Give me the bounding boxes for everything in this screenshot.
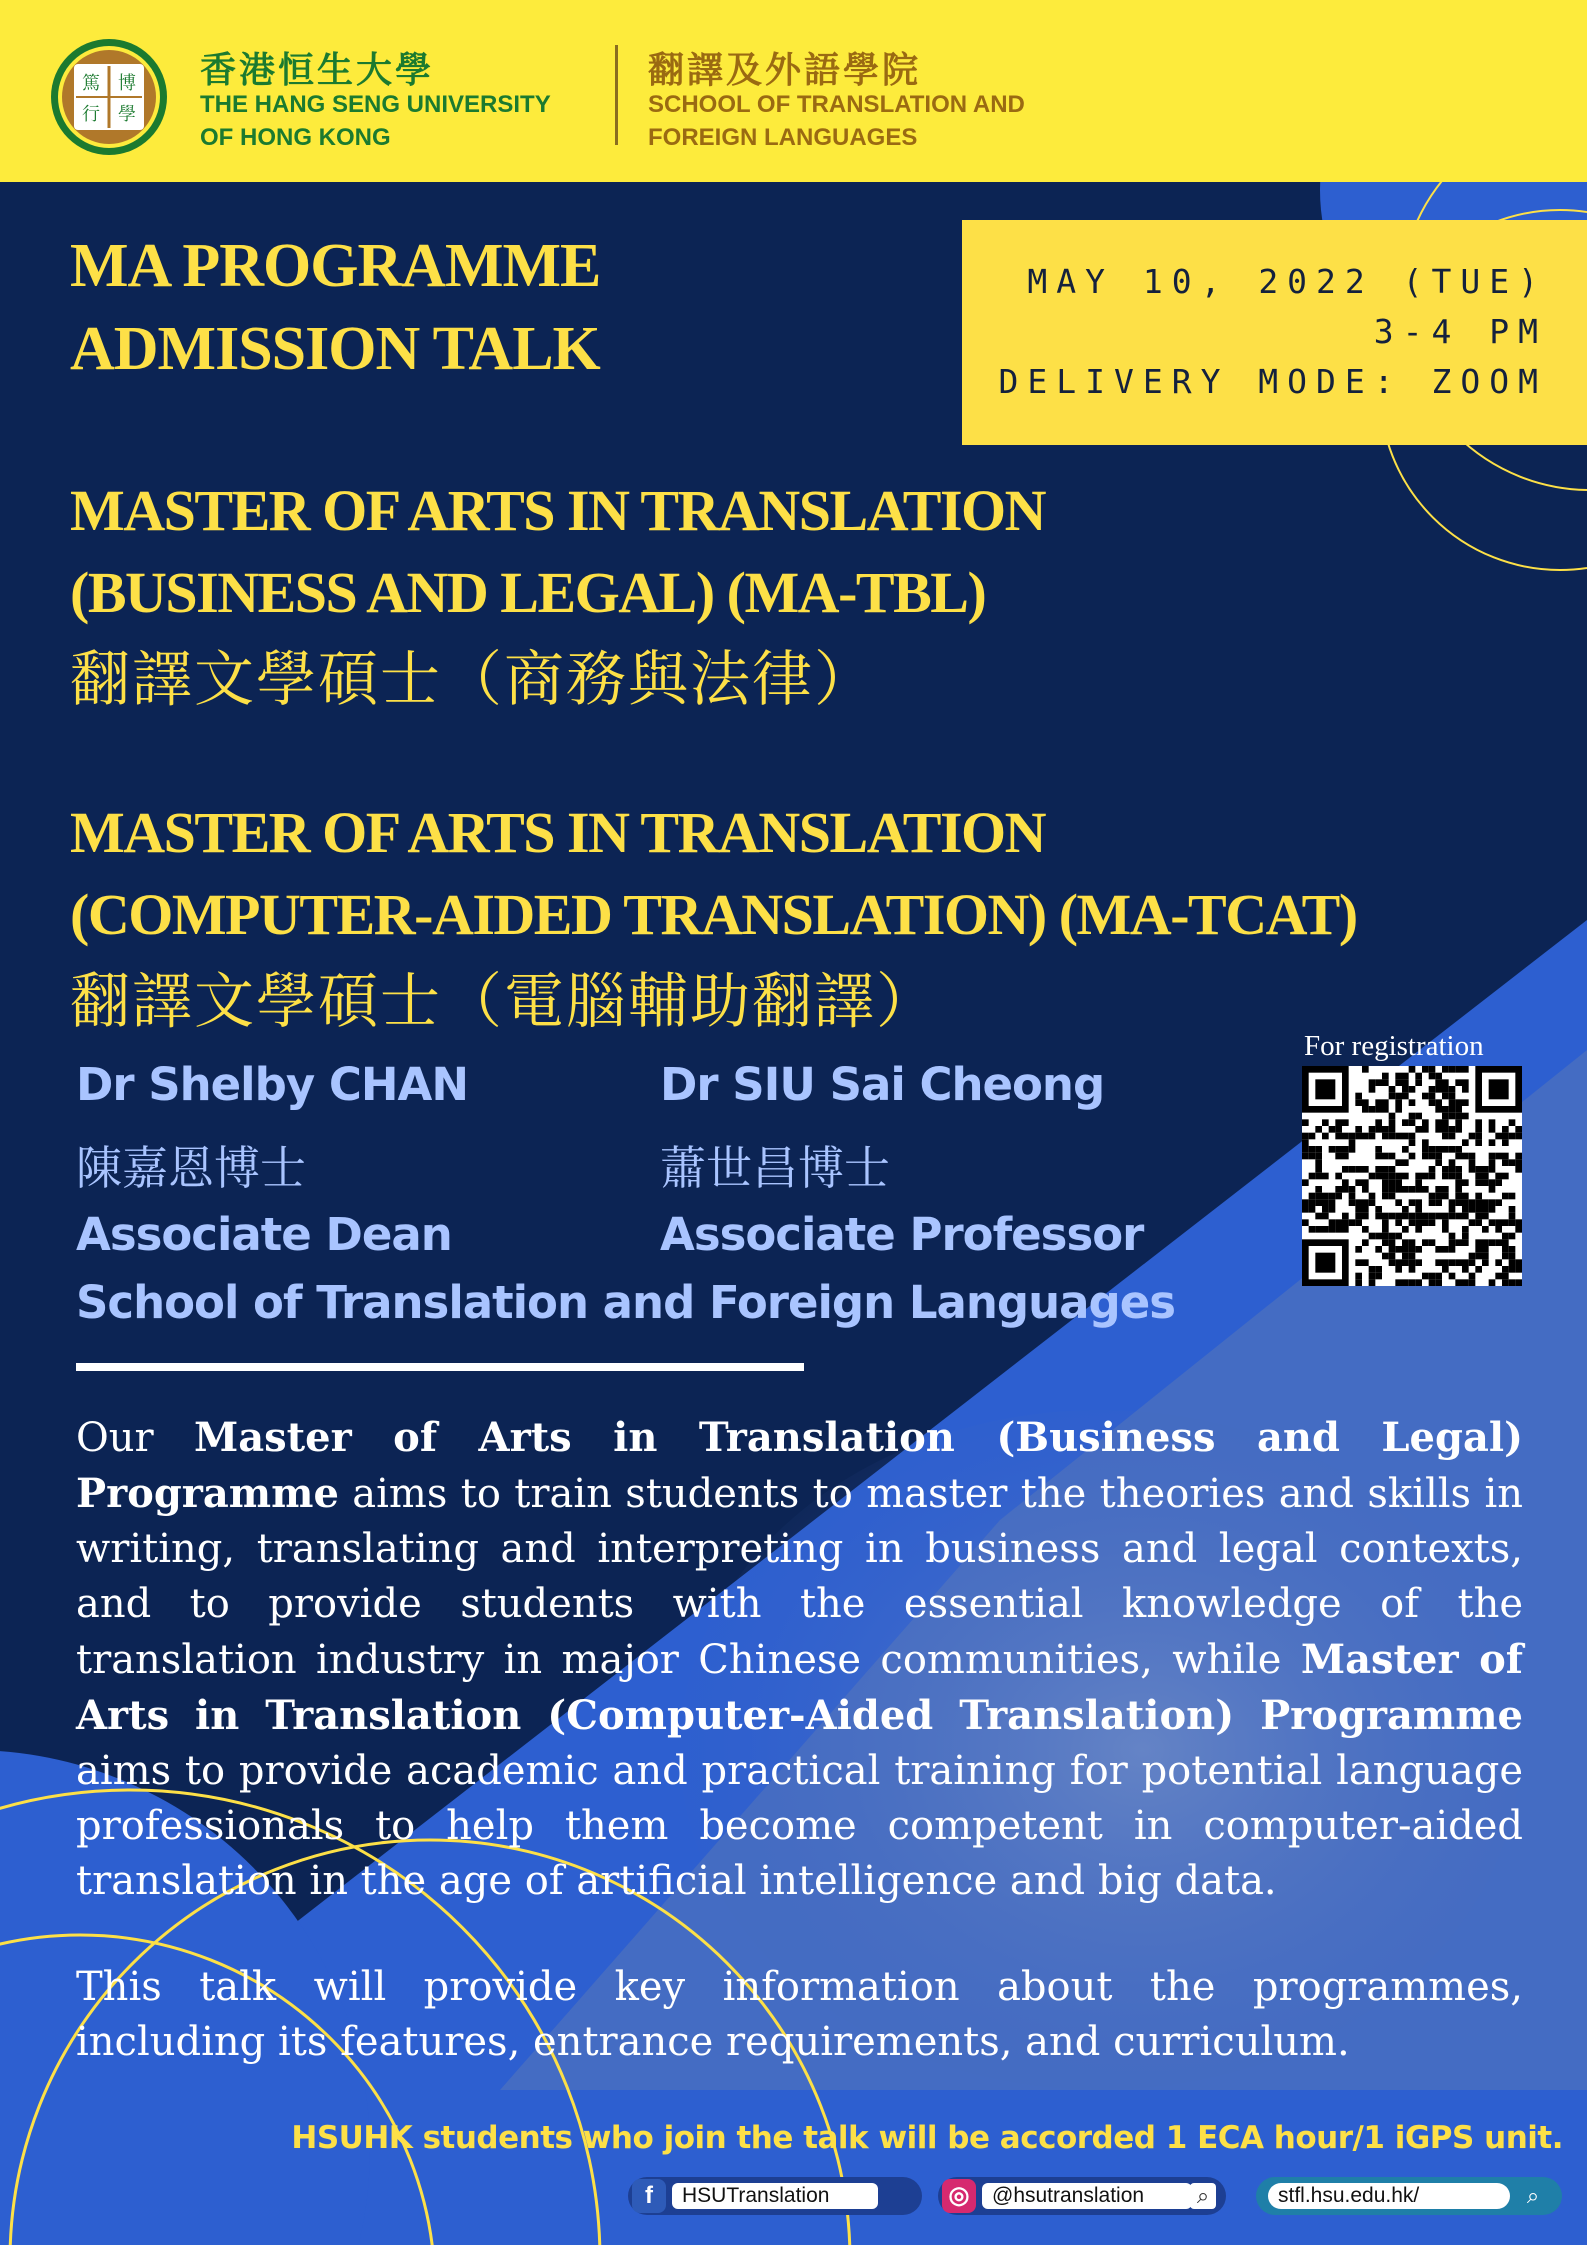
- logo-char: 行: [82, 104, 100, 125]
- eca-note: HSUHK students who join the talk will be accorded 1 ECA hour/1 iGPS unit.: [291, 2120, 1563, 2156]
- speaker-1-name-zh: 陳嘉恩博士: [76, 1141, 306, 1195]
- talk-title: [70, 225, 600, 391]
- school-name-en-line1: SCHOOL OF TRANSLATION AND: [648, 91, 1025, 118]
- university-name-en-line1: THE HANG SENG UNIVERSITY: [200, 91, 551, 118]
- description-paragraph-2: This talk will provide key information about the programmes, including its features, entrance requirements, and curriculum.: [76, 1964, 1523, 2065]
- instagram-badge[interactable]: [938, 2177, 1226, 2215]
- website-badge[interactable]: [1256, 2177, 1562, 2215]
- facebook-handle: HSUTranslation: [672, 2183, 878, 2209]
- desc-programme-tbl: Master of Arts in Translation (Business and Legal) Programme: [76, 1414, 1523, 1517]
- logo-char: 篤: [82, 73, 100, 94]
- event-delivery-mode: DELIVERY MODE: ZOOM: [998, 362, 1547, 401]
- event-time: 3-4 PM: [1373, 312, 1547, 351]
- desc-text: aims to provide academic and practical training for potential language professionals to help them become competent in computer-aided translation in the age of artificial intelligence and big data.: [76, 1748, 1523, 1904]
- divider-rule: [76, 1363, 804, 1371]
- speaker-2-name: Dr SIU Sai Cheong: [660, 1058, 1105, 1111]
- programme-2-title-zh: 翻譯文學碩士（電腦輔助翻譯）: [70, 967, 938, 1037]
- website-url: stfl.hsu.edu.hk/: [1268, 2183, 1510, 2209]
- speaker-2-name-zh: 蕭世昌博士: [660, 1141, 890, 1195]
- speaker-1-title: Associate Dean: [76, 1208, 452, 1261]
- talk-title-line1: MA PROGRAMME: [70, 232, 601, 300]
- event-date: MAY 10, 2022 (TUE): [1027, 262, 1547, 301]
- registration-label: For registration: [1304, 1030, 1484, 1062]
- event-info-box: [962, 220, 1587, 445]
- facebook-icon: f: [632, 2179, 666, 2213]
- facebook-badge[interactable]: [628, 2177, 922, 2215]
- university-name-en-line2: OF HONG KONG: [200, 124, 391, 151]
- instagram-icon: ◎: [942, 2179, 976, 2213]
- registration-qr-code[interactable]: [1302, 1066, 1522, 1286]
- school-name-en: [648, 88, 1025, 154]
- logo-char: 學: [118, 104, 136, 125]
- school-name-en-line2: FOREIGN LANGUAGES: [648, 124, 918, 151]
- instagram-handle: @hsutranslation: [982, 2183, 1192, 2209]
- speaker-1-name: Dr Shelby CHAN: [76, 1058, 468, 1111]
- search-icon: ⌕: [1526, 2183, 1540, 2208]
- programme-1-title-line2: (BUSINESS AND LEGAL) (MA-TBL): [70, 560, 986, 625]
- header-divider: [615, 45, 618, 145]
- university-name-zh: 香港恒生大學: [200, 50, 435, 91]
- programme-1-title-zh: 翻譯文學碩士（商務與法律）: [70, 645, 876, 715]
- logo-char: 博: [118, 73, 136, 94]
- talk-title-line2: ADMISSION TALK: [70, 315, 600, 383]
- programme-2-title-line2: (COMPUTER-AIDED TRANSLATION) (MA-TCAT): [70, 882, 1357, 947]
- desc-text: aims to train students to master the theories and skills in writing, translating and interpreting in business and legal contexts, and to provide students with the essential knowledge of the translation industry in major Chinese communities, while: [76, 1471, 1523, 1683]
- search-icon: ⌕: [1190, 2183, 1216, 2209]
- desc-text: Our: [76, 1415, 194, 1461]
- programme-2-title-line1: MASTER OF ARTS IN TRANSLATION: [70, 800, 1046, 865]
- speaker-affiliation: School of Translation and Foreign Languages: [76, 1276, 1176, 1329]
- school-name-zh: 翻譯及外語學院: [648, 50, 922, 91]
- university-name-en: [200, 88, 551, 154]
- speaker-2-title: Associate Professor: [660, 1208, 1144, 1261]
- programme-1-title-line1: MASTER OF ARTS IN TRANSLATION: [70, 478, 1046, 543]
- university-logo: [48, 36, 170, 158]
- desc-programme-tcat: Master of Arts in Translation (Computer-Aided Translation) Programme: [76, 1636, 1524, 1739]
- description-paragraph-1: [76, 1410, 1523, 1909]
